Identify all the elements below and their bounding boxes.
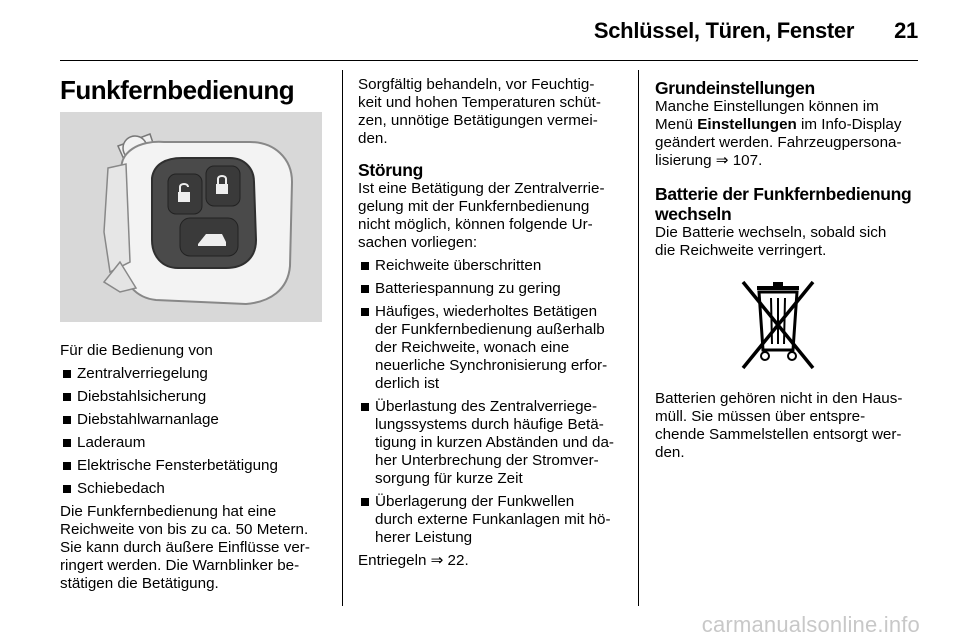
subheading-stoerung: Störung: [358, 160, 423, 180]
text-line: Überlagerung der Funkwellen: [375, 493, 575, 510]
column-2: [358, 76, 633, 570]
section-title: Funkfernbedienung: [60, 75, 295, 105]
text-line: sachen vorliegen:: [358, 234, 478, 251]
list-item: [358, 398, 633, 488]
list-item: [358, 280, 633, 298]
crossed-bin-icon: [735, 278, 821, 374]
text-line: Die Funkfernbedienung hat eine: [60, 503, 277, 520]
text-line: derlich ist: [375, 375, 440, 392]
column-divider-2: [638, 70, 639, 606]
key-fob-illustration: [60, 112, 322, 322]
text-line: tigung in kurzen Abständen und da-: [375, 434, 614, 451]
battery-paragraph: [655, 224, 920, 260]
text-line: den.: [358, 130, 388, 147]
text-line: Reichweite von bis zu ca. 50 Metern.: [60, 521, 309, 538]
text-line: durch externe Funkanlagen mit hö-: [375, 511, 611, 528]
text-line: den.: [655, 444, 685, 461]
text-line: Menü: [655, 116, 698, 133]
page-header-title: [594, 18, 918, 44]
text-line: im Info-Display: [796, 116, 902, 133]
list-item: [358, 257, 633, 275]
text-line: neuerliche Synchronisierung erfor-: [375, 357, 608, 374]
text-line: zen, unnötige Betätigungen vermei-: [358, 112, 598, 129]
text-line: lisierung ⇒ 107.: [655, 152, 763, 169]
list-item: Zentralverriegelung: [60, 365, 330, 383]
text-line: Sie kann durch äußere Einflüsse ver-: [60, 539, 310, 556]
text-line: Batteriespannung zu gering: [375, 280, 561, 297]
subheading-grundeinstellungen: Grundeinstellungen: [655, 78, 815, 98]
column-3-bottom: [655, 390, 920, 462]
text-line: her Unterbrechung der Stromver-: [375, 452, 599, 469]
list-item: Diebstahlsicherung: [60, 388, 330, 406]
text-line: Ist eine Betätigung der Zentralverrie-: [358, 180, 605, 197]
text-line: chende Sammelstellen entsorgt wer-: [655, 426, 902, 443]
entriegeln-reference: Entriegeln ⇒ 22.: [358, 552, 469, 569]
text-line: wechseln: [655, 204, 732, 224]
text-line: ringert werden. Die Warnblinker be-: [60, 557, 300, 574]
text-line: der Funkfernbedienung außerhalb: [375, 321, 605, 338]
page-number: 21: [894, 18, 918, 43]
column-3: [655, 78, 920, 260]
list-item: Laderaum: [60, 434, 330, 452]
text-line: keit und hohen Temperaturen schüt-: [358, 94, 601, 111]
range-paragraph: [60, 503, 330, 593]
intro-text: Für die Bedienung von: [60, 342, 213, 359]
function-list: [60, 365, 330, 498]
text-line: Überlastung des Zentralverriege-: [375, 398, 598, 415]
text-line: die Reichweite verringert.: [655, 242, 827, 259]
key-fob-image: [60, 112, 322, 322]
text-line: müll. Sie müssen über entspre-: [655, 408, 866, 425]
column-1: [60, 342, 330, 593]
list-item: [358, 303, 633, 393]
text-line: stätigen die Betätigung.: [60, 575, 219, 592]
header-rule: [60, 60, 918, 61]
text-line: der Reichweite, wonach eine: [375, 339, 570, 356]
watermark-text: carmanualsonline.info: [701, 612, 920, 637]
chapter-title: Schlüssel, Türen, Fenster: [593, 18, 855, 43]
subheading-batterie: [655, 184, 920, 224]
text-line: Batterie der Funkfernbedienung: [655, 184, 912, 204]
text-line: Sorgfältig behandeln, vor Feuchtig-: [358, 76, 595, 93]
text-line: lungssystems durch häufige Betä-: [375, 416, 604, 433]
text-line: gelung mit der Funkfernbedienung: [358, 198, 590, 215]
cause-list: [358, 257, 633, 547]
text-line: Die Batterie wechseln, sobald sich: [655, 224, 887, 241]
disposal-paragraph: [655, 390, 920, 462]
text-line: Häufiges, wiederholtes Betätigen: [375, 303, 598, 320]
menu-name: Einstellungen: [697, 116, 797, 133]
text-line: geändert werden. Fahrzeugpersona-: [655, 134, 902, 151]
text-line: Batterien gehören nicht in den Haus-: [655, 390, 903, 407]
stoerung-paragraph: [358, 180, 633, 252]
list-item: Schiebedach: [60, 480, 330, 498]
list-item: Diebstahlwarnanlage: [60, 411, 330, 429]
column-divider-1: [342, 70, 343, 606]
text-line: Manche Einstellungen können im: [655, 98, 879, 115]
text-line: Reichweite überschritten: [375, 257, 542, 274]
text-line: herer Leistung: [375, 529, 473, 546]
care-paragraph: [358, 76, 633, 148]
list-item: [358, 493, 633, 547]
text-line: sorgung für kurze Zeit: [375, 470, 523, 487]
list-item: Elektrische Fensterbetätigung: [60, 457, 330, 475]
grundeinstellungen-paragraph: [655, 98, 920, 170]
text-line: nicht möglich, können folgende Ur-: [358, 216, 593, 233]
